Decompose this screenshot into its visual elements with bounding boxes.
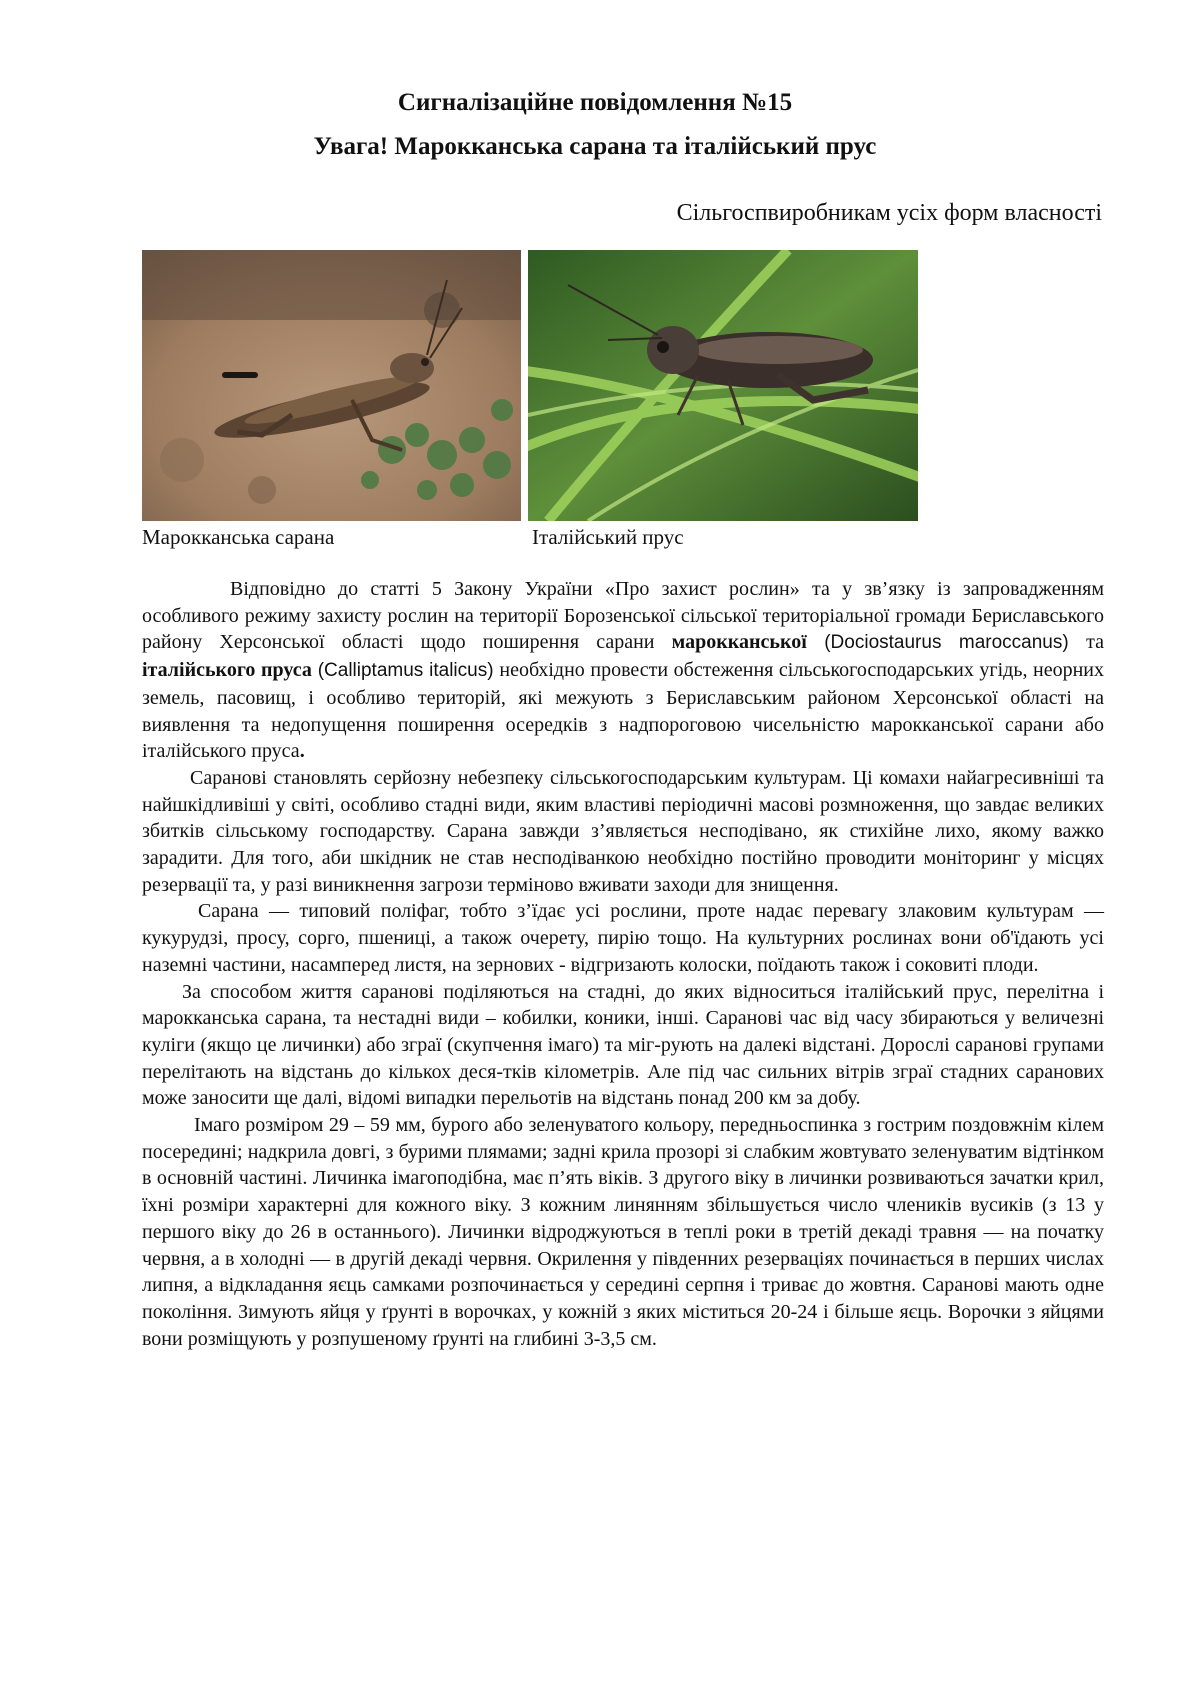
grasshopper-on-soil-icon [142, 250, 521, 521]
grasshopper-on-grass-icon [528, 250, 918, 521]
photo-caption-italian-locust: Італійський прус [532, 525, 684, 549]
latin-name-moroccan: (Dociostaurus maroccanus) [806, 632, 1087, 654]
body-text [142, 576, 1104, 1352]
paragraph-legal-basis [142, 576, 1104, 765]
paragraph-1-text-b: та [1086, 631, 1104, 654]
species-name-italian: італійського пруса [142, 659, 312, 682]
italian-locust-photo [528, 250, 918, 521]
paragraph-1-end-mark: . [299, 740, 305, 763]
latin-name-italian: (Calliptamus italicus) [311, 660, 500, 682]
addressee-line: Сільгоспвиробникам усіх форм власності [676, 200, 1102, 226]
paragraph-biology: Імаго розміром 29 – 59 мм, бурого або зеленуватого кольору, передньоспинка з гострим поздовжнім кілем посередині; надкрила довгі, з бурими плямами; задні крила прозорі зі слабким жовтувато зеленуватим відтінком в основній частині. Личинка імагоподібна, має п’ять віків. З другого віку в личинки розвиваються зачатки крил, їхні розміри характерні для кожного віку. З кожним линянням збільшується число члеників вусиків (з 13 у першого віку до 26 в останнього). Личинки відроджуються в теплі роки в третій декаді травня — на початку червня, а в холодні — в другій декаді червня. Окрилення у південних резерваціях починається в перших числах липня, а відкладання яєць самками розпочинається у середині серпня і триває до жовтня. Саранові мають одне покоління. Зимують яйця у ґрунті в ворочках, у кожній з яких міститься 20-24 і більше яєць. Ворочки з яйцями вони розміщують у розпушеному ґрунті на глибині 3-3,5 см. [142, 1114, 1104, 1350]
paragraph-danger: Саранові становлять серйозну небезпеку сільськогосподарським культурам. Ці комахи найагресивніші та найшкідливіші у світі, особливо стадні види, яким властиві періодичні масові розмноження, що завдає великих збитків сільському господарству. Сарана завжди з’являється несподівано, як стихійне лихо, якому важко зарадити. Для того, аби шкідник не став несподіванкою необхідно постійно проводити моніторинг у місцях резервації та, у разі виникнення загрози терміново вживати заходи для знищення. [142, 766, 1104, 896]
paragraph-1-text-c: необхідно провести обстеження сільськогосподарських угідь, неорних земель, пасовищ, і особливо територій, які межують з Бериславським районом Херсонської області на виявлення та недопущення поширення осередків з надпороговою чисельністю марокканської сарани або італійського пруса [142, 659, 1104, 763]
title-line-1: Сигналізаційне повідомлення №15 [397, 89, 793, 116]
paragraph-diet: Сарана — типовий поліфаг, тобто з’їдає усі рослини, проте надає перевагу злаковим культурам — кукурудзі, просу, сорго, пшениці, а також очерету, пирію тощо. На культурних рослинах вони об'їдають усі наземні частини, насамперед листя, на зернових - відгризають колоски, поїдають також і соковиті плоди. [142, 900, 1104, 976]
paragraph-1-text-a: Відповідно до статті 5 Закону України «Про захист рослин» та у зв’язку із запровадженням особливого режиму захисту рослин на території Борозенської сільської територіальної громади Бериславського району Херсонської області щодо поширення сарани [142, 578, 1104, 654]
photo-caption-moroccan-locust: Марокканська сарана [142, 525, 335, 549]
species-name-moroccan: марокканської [671, 631, 807, 654]
moroccan-locust-photo [142, 250, 521, 521]
title-line-2: Увага! Марокканська сарана та італійський прус [313, 133, 877, 160]
paragraph-lifestyle: За способом життя саранові поділяються на стадні, до яких відноситься італійський прус, перелітна і марокканська сарана, та нестадні види – кобилки, коники, інші. Саранові час від часу збираються у величезні куліги (якщо це личинки) або зграї (скупчення імаго) та міг-рують на далекі відстані. Дорослі саранові групами перелітають на відстань до кількох деся-тків кілометрів. Але під час сильних вітрів зграї стадних саранових може заносити ще далі, відомі випадки перельотів на відстань понад 200 км за добу. [142, 980, 1104, 1110]
